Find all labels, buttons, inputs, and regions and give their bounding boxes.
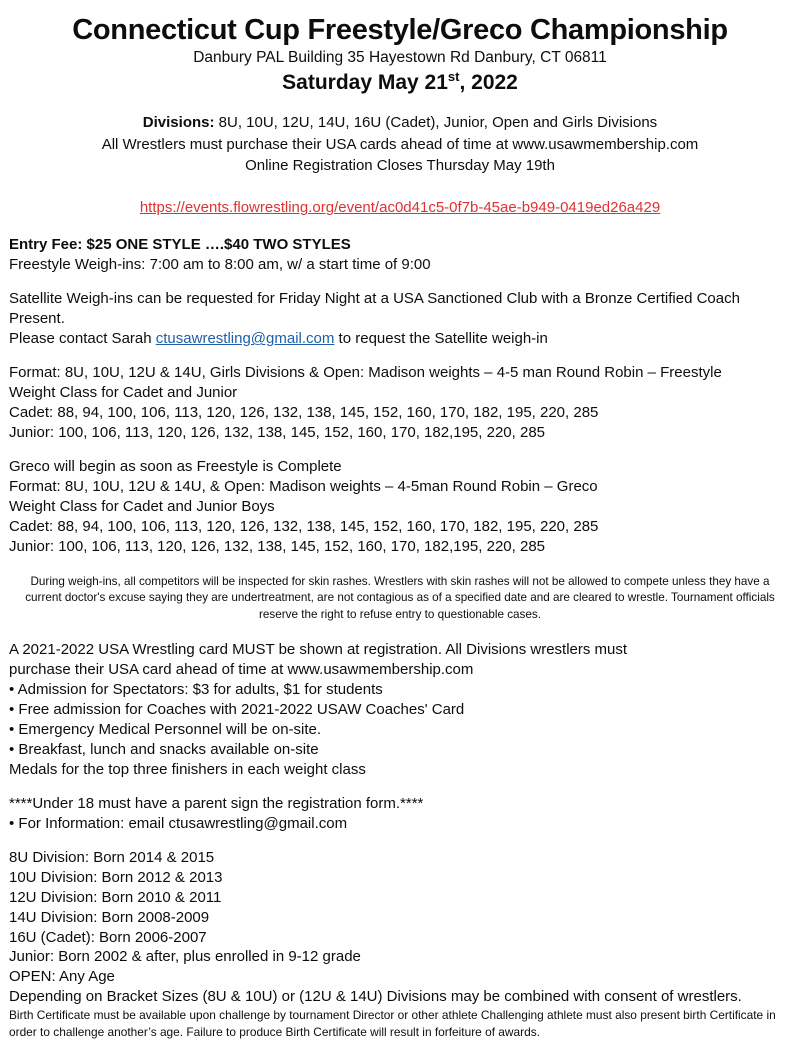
- list-item: 8U Division: Born 2014 & 2015: [9, 848, 215, 866]
- divisions-line: [9, 112, 791, 133]
- event-date: [9, 70, 791, 96]
- freestyle-junior-weights: Junior: 100, 106, 113, 120, 126, 132, 138, 145, 152, 160, 170, 182,195, 220, 285: [9, 423, 546, 441]
- information-contact-line: • For Information: email ctusawrestling@gmail.com: [9, 814, 348, 832]
- weigh-in-line: Freestyle Weigh-ins: 7:00 am to 8:00 am, w/ a start time of 9:00: [9, 256, 431, 274]
- list-item: 12U Division: Born 2010 & 2011: [9, 888, 222, 906]
- list-item: • Breakfast, lunch and snacks available on-site: [9, 741, 319, 759]
- freestyle-block: [9, 363, 791, 443]
- greco-start-line: Greco will begin as soon as Freestyle is Complete: [9, 457, 342, 475]
- birth-certificate-note: [9, 1007, 791, 1040]
- parent-signature-notice: ****Under 18 must have a parent sign the registration form.****: [9, 794, 424, 812]
- divisions-value: 8U, 10U, 12U, 14U, 16U (Cadet), Junior, Open and Girls Divisions: [214, 114, 658, 132]
- venue-address: Danbury PAL Building 35 Hayestown Rd Danbury, CT 06811: [193, 49, 607, 67]
- event-registration-link[interactable]: https://events.flowrestling.org/event/ac0d41c5-0f7b-45ae-b949-0419ed26a429: [139, 199, 661, 217]
- card-requirement-line-1: A 2021-2022 USA Wrestling card MUST be shown at registration. All Divisions wrestlers must: [9, 641, 628, 659]
- list-item: 16U (Cadet): Born 2006-2007: [9, 928, 207, 946]
- registration-close-line: Online Registration Closes Thursday May 19th: [245, 156, 555, 174]
- birth-certificate-note-line-1: Birth Certificate must be available upon challenge by tournament Director or other athlete Challenging athlete must also present birth Certificate in: [9, 1008, 776, 1023]
- satellite-weighin-block: [9, 289, 791, 349]
- satellite-contact-line: [9, 329, 791, 349]
- list-item: 14U Division: Born 2008-2009: [9, 908, 210, 926]
- contact-email-link[interactable]: ctusawrestling@gmail.com: [155, 330, 335, 348]
- list-item: Junior: Born 2002 & after, plus enrolled in 9-12 grade: [9, 948, 361, 966]
- skin-check-notice: During weigh-ins, all competitors will be inspected for skin rashes. Wrestlers with skin rashes will not be allowed to compete unless they have a current doctor's excuse saying they are undertreatment, are not contagious as of a specified date and are cleared to wrestle. Tournament officials reserve the right to refuse entry to questionable cases.: [25, 574, 775, 621]
- greco-block: [9, 457, 791, 557]
- medals-line: Medals for the top three finishers in each weight class: [9, 760, 366, 778]
- event-registration-link-wrap: [9, 197, 791, 218]
- event-date-ordinal: st: [447, 68, 460, 84]
- greco-format: Format: 8U, 10U, 12U & 14U, & Open: Madison weights – 4-5man Round Robin – Greco: [9, 477, 598, 495]
- list-item: • Free admission for Coaches with 2021-2022 USAW Coaches' Card: [9, 701, 465, 719]
- list-item: • Emergency Medical Personnel will be on-site.: [9, 721, 322, 739]
- usa-cards-line: All Wrestlers must purchase their USA cards ahead of time at www.usawmembership.com: [101, 135, 699, 153]
- fees-block: [9, 235, 791, 275]
- divisions-label: Divisions:: [142, 114, 215, 132]
- list-item: OPEN: Any Age: [9, 968, 115, 986]
- division-age-list: [9, 848, 791, 1008]
- entry-fee-line: Entry Fee: $25 ONE STYLE ….$40 TWO STYLES: [9, 236, 351, 254]
- event-date-year: , 2022: [459, 70, 518, 94]
- satellite-line-1: Satellite Weigh-ins can be requested for Friday Night at a USA Sanctioned Club with a Bronze Certified Coach Present.: [9, 290, 740, 328]
- event-date-main: Saturday May 21: [282, 70, 448, 94]
- bracket-combination-note: Depending on Bracket Sizes (8U & 10U) or (12U & 14U) Divisions may be combined with consent of wrestlers.: [9, 988, 742, 1006]
- freestyle-cadet-weights: Cadet: 88, 94, 100, 106, 113, 120, 126, 132, 138, 145, 152, 160, 170, 182, 195, 220, 285: [9, 403, 599, 421]
- parent-notice-block: [9, 794, 791, 834]
- card-requirement-block: [9, 640, 791, 780]
- page-title: Connecticut Cup Freestyle/Greco Championship: [72, 14, 728, 46]
- satellite-contact-suffix: to request the Satellite weigh-in: [334, 330, 548, 348]
- greco-cadet-weights: Cadet: 88, 94, 100, 106, 113, 120, 126, 132, 138, 145, 152, 160, 170, 182, 195, 220, 285: [9, 517, 599, 535]
- satellite-contact-prefix: Please contact Sarah: [9, 330, 156, 348]
- freestyle-weight-class-header: Weight Class for Cadet and Junior: [9, 384, 238, 402]
- freestyle-format: Format: 8U, 10U, 12U & 14U, Girls Divisions & Open: Madison weights – 4-5 man Round Robin – Freestyle: [9, 364, 722, 382]
- intro-block: [9, 112, 791, 176]
- greco-weight-class-header: Weight Class for Cadet and Junior Boys: [9, 497, 275, 515]
- list-item: • Admission for Spectators: $3 for adults, $1 for students: [9, 681, 383, 699]
- greco-junior-weights: Junior: 100, 106, 113, 120, 126, 132, 138, 145, 152, 160, 170, 182,195, 220, 285: [9, 537, 546, 555]
- list-item: 10U Division: Born 2012 & 2013: [9, 868, 223, 886]
- card-requirement-line-2: purchase their USA card ahead of time at www.usawmembership.com: [9, 661, 474, 679]
- birth-certificate-note-line-2: order to challenge another’s age. Failure to produce Birth Certificate will result in forfeiture of awards.: [9, 1024, 540, 1039]
